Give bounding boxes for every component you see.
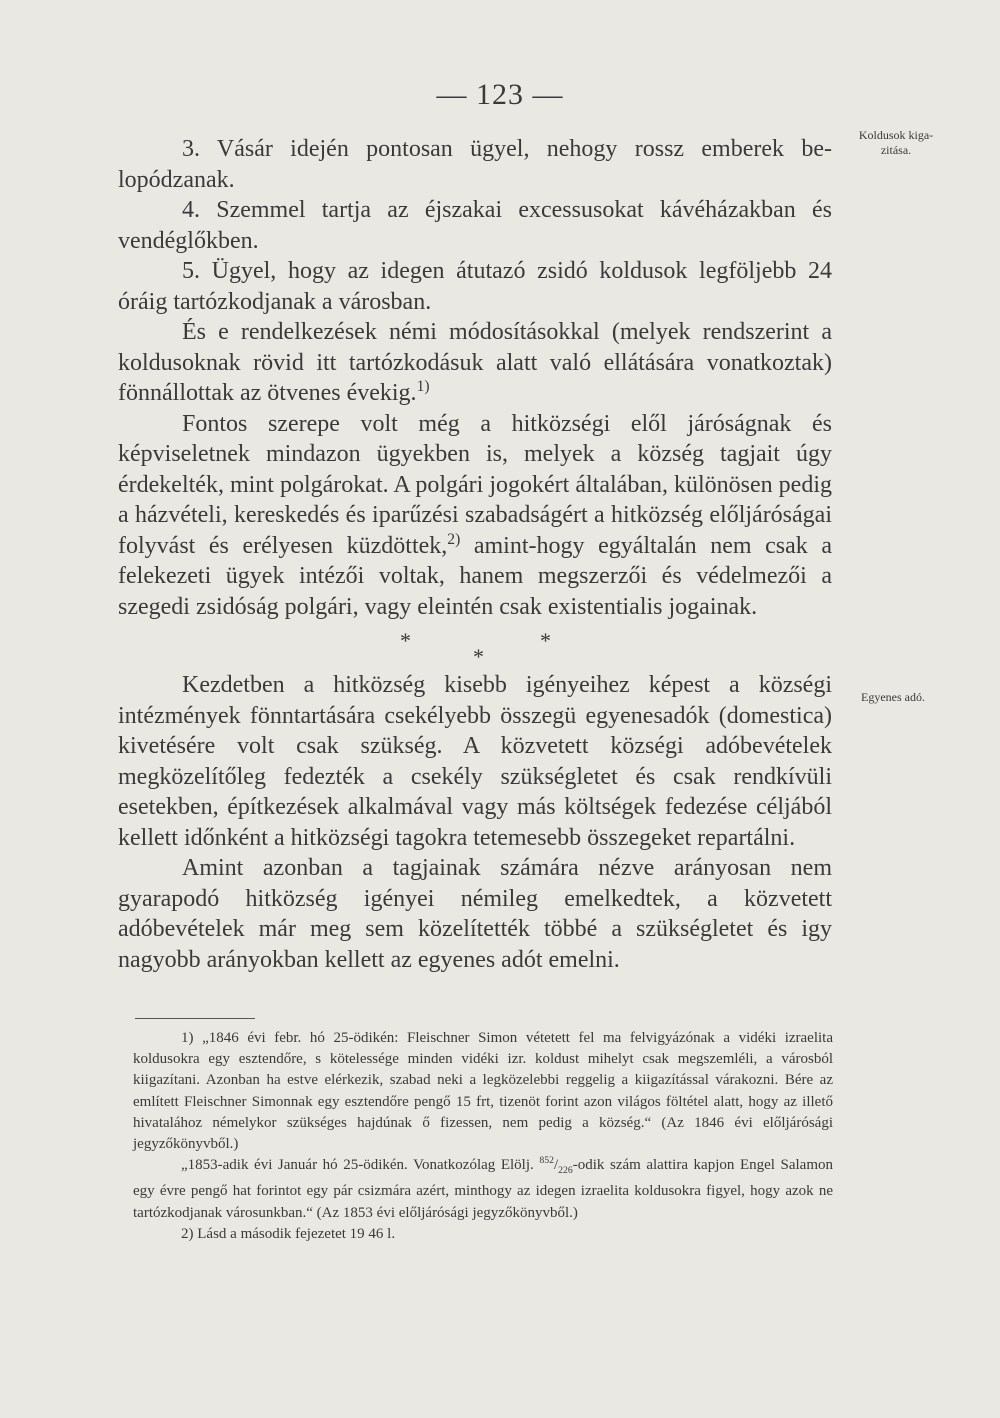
page-number: — 123 — (436, 78, 564, 111)
footnotes (133, 1028, 833, 1245)
paragraph-item-3: 3. Vásár idején pontosan ügyel, nehogy rossz emberek be-lopódzanak. (118, 136, 832, 193)
section-separator (118, 622, 832, 670)
fraction-numerator: 852 (539, 1155, 554, 1167)
footnote-divider (135, 1018, 255, 1019)
separator-star: * (473, 644, 484, 669)
footnote-text: Lásd a második fejezetet 19 46 l. (193, 1225, 396, 1242)
footnote-mark: 1) (181, 1030, 194, 1046)
margin-note-koldusok: Koldusok kiga- zitása. (858, 128, 934, 157)
paragraph-rendelkezesek (118, 317, 832, 409)
paragraph-hitkozseg (118, 409, 832, 623)
separator-star: * (540, 628, 551, 653)
margin-note-egyenes-ado: Egyenes adó. (861, 690, 925, 704)
footnote-ref-1: 1) (416, 378, 430, 395)
paragraph-text: És e rendelkezések némi módosításokkal (melyek rendszerint a koldusoknak rövid itt tartózkodásuk alatt való ellátására vonatkoztak) fönnállottak az ötvenes évekig. (118, 319, 832, 406)
footnote-text: -odik szám alattira kapjon Engel Salamon egy évre pengő hat forintot egy pár csizmára azért, minthogy az idegen izraelita koldusokra figyel, hogy azok ne tartózkodjanak városunkban.“ (Az 1853 évi előljárósági jegyzőkönyvből.) (133, 1157, 833, 1221)
paragraph-text: Fontos szerepe volt még a hitközségi elől járóságnak és képviseletnek mindazon ügyekben is, melyek a község tagjait úgy érdekelték, mint polgárokat. A polgári jogokért általában, különösen pedig a házvételi, kereskedés és iparűzési szabadságért a hitközség előljáróságai folyvást és erélyesen küzdöttek, (118, 410, 832, 559)
footnote-text: „1846 évi febr. hó 25-ödikén: Fleischner Simon vétetett fel ma felvigyázónak a vidéki izraelita koldusokra egy esztendőre, s kötelessége minden vidéki izr. koldust mihelyt csak megszemléli, a városból kiigazítani. Azonban ha estve elérkezik, szabad neki a legközelebbi reggelig a kiigazítással várakozni. Bére az említett Fleischner Simonnak egy esztendőre pengő 15 frt, tizenöt forint azon világos föltétel alatt, hogy az illető hivatalához némelykor szükséges hajdúnak ő fizessen, nem pedig a község.“ (Az 1846 évi előljárósági jegyzőkönyvből.) (133, 1030, 833, 1153)
main-text (118, 134, 832, 975)
separator-star: * (400, 628, 411, 653)
paragraph-text: amint-hogy egyáltalán nem csak a felekezeti ügyek intézői voltak, hanem megszerzői és védelmezői a szegedi zsidóság polgári, vagy eleintén csak existentialis jogainak. (118, 532, 833, 620)
footnote-1-continued: „1853-adik évi Január hó 25-ödikén. Vonatkozólag Elölj. $^{852}/_{226}$-odik szám alattira kapjon Engel Salamon egy évre pengő hat forintot egy pár csizmára azért, minthogy az idegen izraelita koldusokra figyel, hogy azok ne tartózkodjanak városunkban.“ (Az 1853 évi előljárósági jegyzőkönyvből.) (133, 1155, 833, 1221)
footnote-text: „1853-adik évi Január hó 25-ödikén. Vonatkozólag Elölj. (181, 1157, 540, 1174)
footnote-2 (133, 1224, 833, 1245)
paragraph-item-4: 4. Szemmel tartja az éjszakai excessusokat kávéházakban és vendéglőkben. (118, 197, 832, 254)
footnote-ref-2: 2) (447, 530, 461, 548)
fraction-denominator: 226 (558, 1165, 573, 1177)
paragraph-kezdetben: Kezdetben a hitközség kisebb igényeihez képest a községi intézmények fönntartására csekélyebb összegü egyenesadók (domestica) kivetésére volt csak szükség. A közvetett községi adóbevételek megközelítőleg fedezték a csekély szükségletet és csak rendkívüli esetekben, építkezések alkalmával vagy más költségek fedezése céljából kellett időnként a hitközségi tagokra tetemesebb összegeket repartálni. (118, 672, 832, 851)
paragraph-amint: Amint azonban a tagjainak számára nézve arányosan nem gyarapodó hitközség igényei némileg emelkedtek, a közvetett adóbevételek már meg sem közelítették többé a szükségletet és igy nagyobb arányokban kellett az egyenes adót emelni. (118, 855, 832, 973)
footnote-mark: 2) (181, 1225, 194, 1242)
paragraph-item-5: 5. Ügyel, hogy az idegen átutazó zsidó koldusok legföljebb 24 óráig tartózkodjanak a városban. (118, 258, 832, 315)
footnote-1 (133, 1028, 833, 1155)
